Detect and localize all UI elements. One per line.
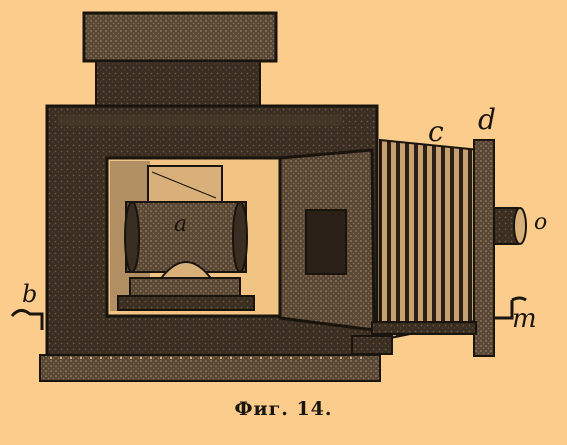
label-a: a (174, 212, 188, 237)
label-m: m (512, 304, 537, 334)
label-c: c (428, 115, 444, 148)
open-door (280, 150, 374, 330)
bellows (380, 140, 480, 340)
lens (494, 208, 526, 244)
figure-caption: Фиг. 14. (234, 398, 333, 420)
reflector (148, 166, 222, 204)
label-o: o (534, 210, 548, 235)
lamp-base (118, 278, 254, 310)
chimney (96, 61, 260, 106)
label-d: d (478, 103, 496, 136)
side-crank (12, 310, 42, 330)
chimney-cap (84, 13, 276, 61)
label-b: b (22, 280, 38, 308)
base-rail (40, 355, 380, 381)
